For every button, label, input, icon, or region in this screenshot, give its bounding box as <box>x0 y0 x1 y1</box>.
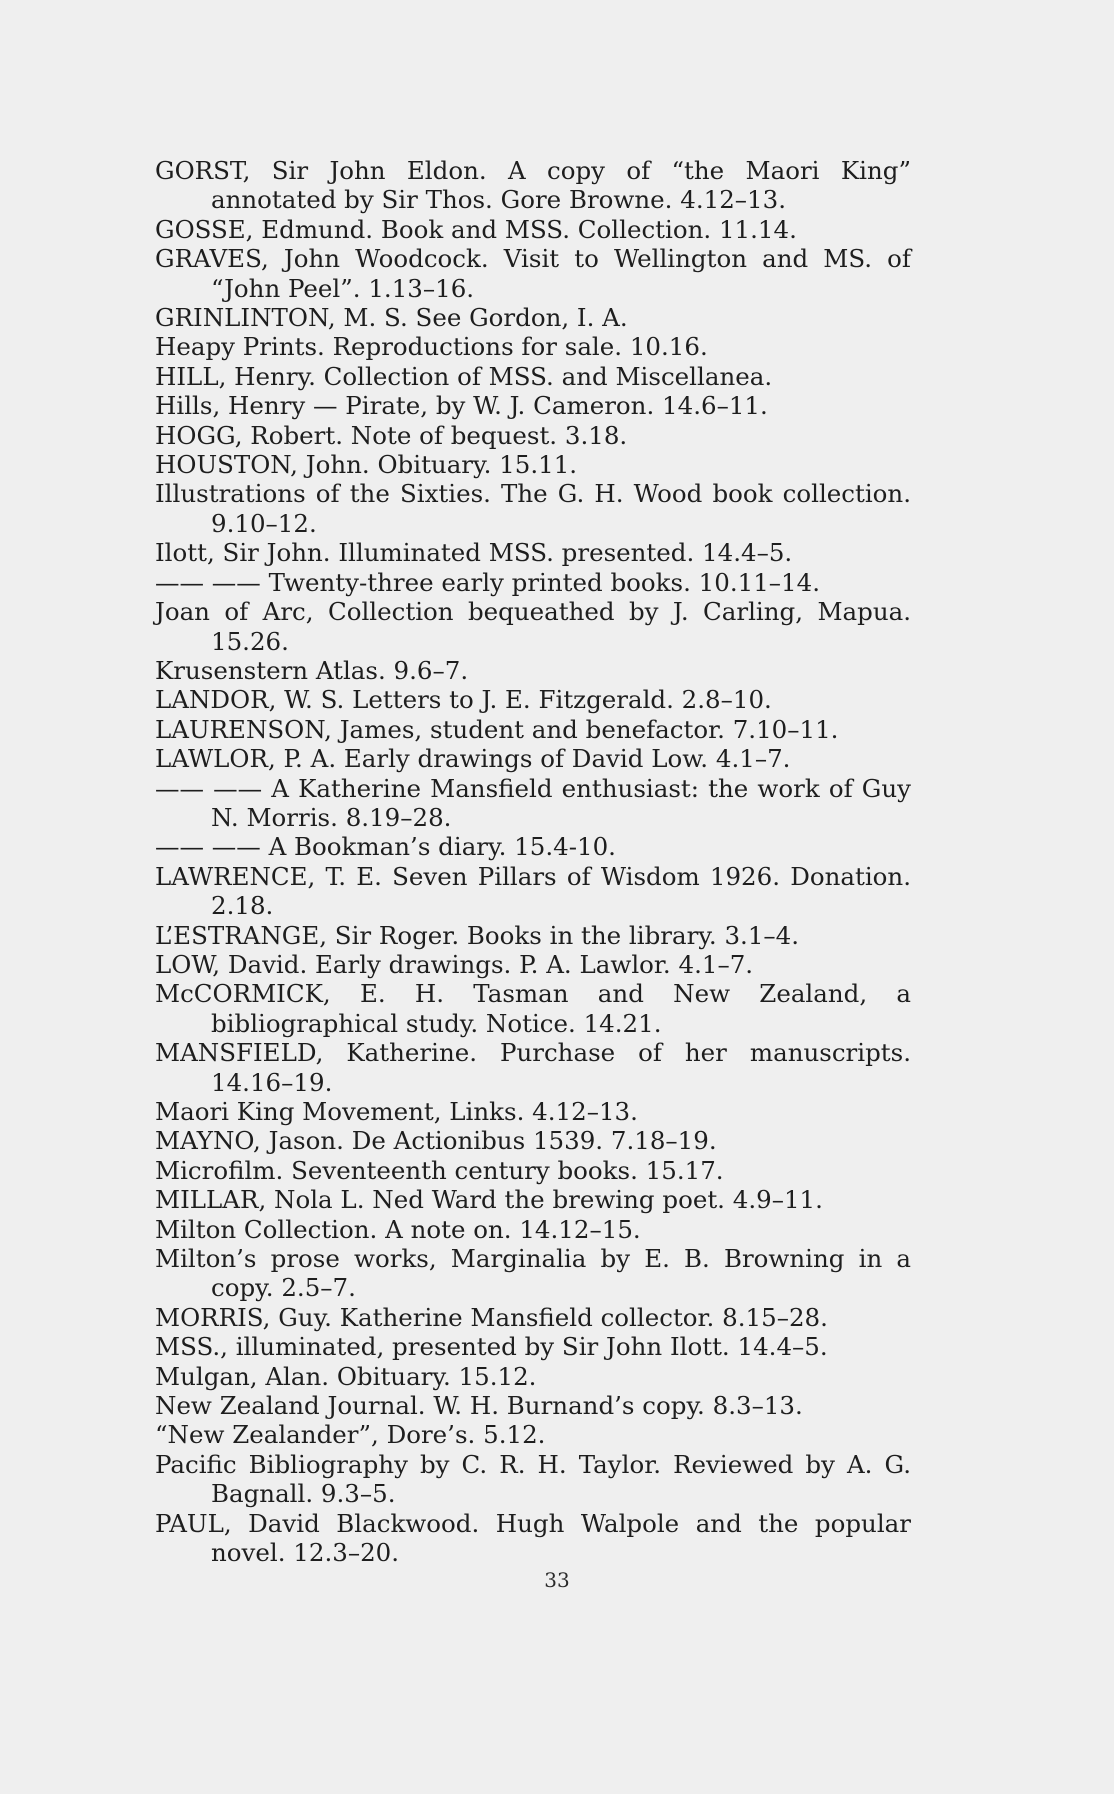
index-entry: MSS., illuminated, presented by Sir John Ilott. 14.4–5. <box>155 1332 828 1362</box>
index-entry: GOSSE, Edmund. Book and MSS. Collection. 11.14. <box>155 214 797 244</box>
index-entry: Krusenstern Atlas. 9.6–7. <box>155 655 469 685</box>
page-number: 33 <box>544 1568 570 1592</box>
index-entry: Illustrations of the Sixties. The G. H. Wood book collection. 9.10–12. <box>155 479 911 538</box>
index-entry: L’ESTRANGE, Sir Roger. Books in the library. 3.1–4. <box>155 920 800 950</box>
index-entry: Milton’s prose works, Marginalia by E. B. Browning in a copy. 2.5–7. <box>155 1244 911 1303</box>
index-entry: GORST, Sir John Eldon. A copy of “the Maori King” annotated by Sir Thos. Gore Browne. 4.12–13. <box>155 156 911 215</box>
index-entry: LANDOR, W. S. Letters to J. E. Fitzgerald. 2.8–10. <box>155 685 772 715</box>
index-entry: Microfilm. Seventeenth century books. 15.17. <box>155 1155 724 1185</box>
index-entry: PAUL, David Blackwood. Hugh Walpole and the popular novel. 12.3–20. <box>155 1508 911 1568</box>
index-entry: Milton Collection. A note on. 14.12–15. <box>155 1214 641 1244</box>
index-entry: “New Zealander”, Dore’s. 5.12. <box>155 1420 546 1450</box>
index-entry: GRAVES, John Woodcock. Visit to Wellington and MS. of “John Peel”. 1.13–16. <box>155 244 911 303</box>
index-entry: —— —— A Bookman’s diary. 15.4-10. <box>155 832 616 862</box>
index-entry: HOGG, Robert. Note of bequest. 3.18. <box>155 420 628 450</box>
index-entry: Maori King Movement, Links. 4.12–13. <box>155 1097 638 1126</box>
index-entry: Pacific Bibliography by C. R. H. Taylor. Reviewed by A. G. Bagnall. 9.3–5. <box>155 1449 911 1509</box>
index-entry: Ilott, Sir John. Illuminated MSS. presented. 14.4–5. <box>155 538 793 568</box>
index-entry: MORRIS, Guy. Katherine Mansfield collector. 8.15–28. <box>155 1302 828 1332</box>
index-entry: Heapy Prints. Reproductions for sale. 10.16. <box>155 332 708 362</box>
index-entry: LOW, David. Early drawings. P. A. Lawlor. 4.1–7. <box>155 949 754 979</box>
index-entry: HILL, Henry. Collection of MSS. and Miscellanea. <box>155 361 773 391</box>
index-entry: LAURENSON, James, student and benefactor. 7.10–11. <box>155 714 839 744</box>
index-entry: New Zealand Journal. W. H. Burnand’s copy. 8.3–13. <box>155 1391 803 1421</box>
index-entry: LAWLOR, P. A. Early drawings of David Low. 4.1–7. <box>155 744 791 774</box>
index-entry: —— —— Twenty-three early printed books. 10.11–14. <box>155 567 821 597</box>
index-entry: LAWRENCE, T. E. Seven Pillars of Wisdom 1926. Donation. 2.18. <box>155 861 911 921</box>
index-entry: GRINLINTON, M. S. See Gordon, I. A. <box>155 303 628 333</box>
index-entry: MILLAR, Nola L. Ned Ward the brewing poet. 4.9–11. <box>155 1185 823 1215</box>
index-entry: HOUSTON, John. Obituary. 15.11. <box>155 450 578 480</box>
index-entry: Hills, Henry — Pirate, by W. J. Cameron. 14.6–11. <box>155 391 768 421</box>
index-entry: —— —— A Katherine Mansfield enthusiast: the work of Guy N. Morris. 8.19–28. <box>155 773 911 832</box>
index-entry: Mulgan, Alan. Obituary. 15.12. <box>155 1361 537 1391</box>
index-entry: MANSFIELD, Katherine. Purchase of her manuscripts. 14.16–19. <box>155 1038 911 1097</box>
index-entry: Joan of Arc, Collection bequeathed by J. Carling, Mapua. 15.26. <box>155 597 911 656</box>
index-entry: McCORMICK, E. H. Tasman and New Zealand, a bibliographical study. Notice. 14.21. <box>155 979 911 1038</box>
index-entry: MAYNO, Jason. De Actionibus 1539. 7.18–19. <box>155 1126 717 1156</box>
index-page <box>155 156 911 1568</box>
